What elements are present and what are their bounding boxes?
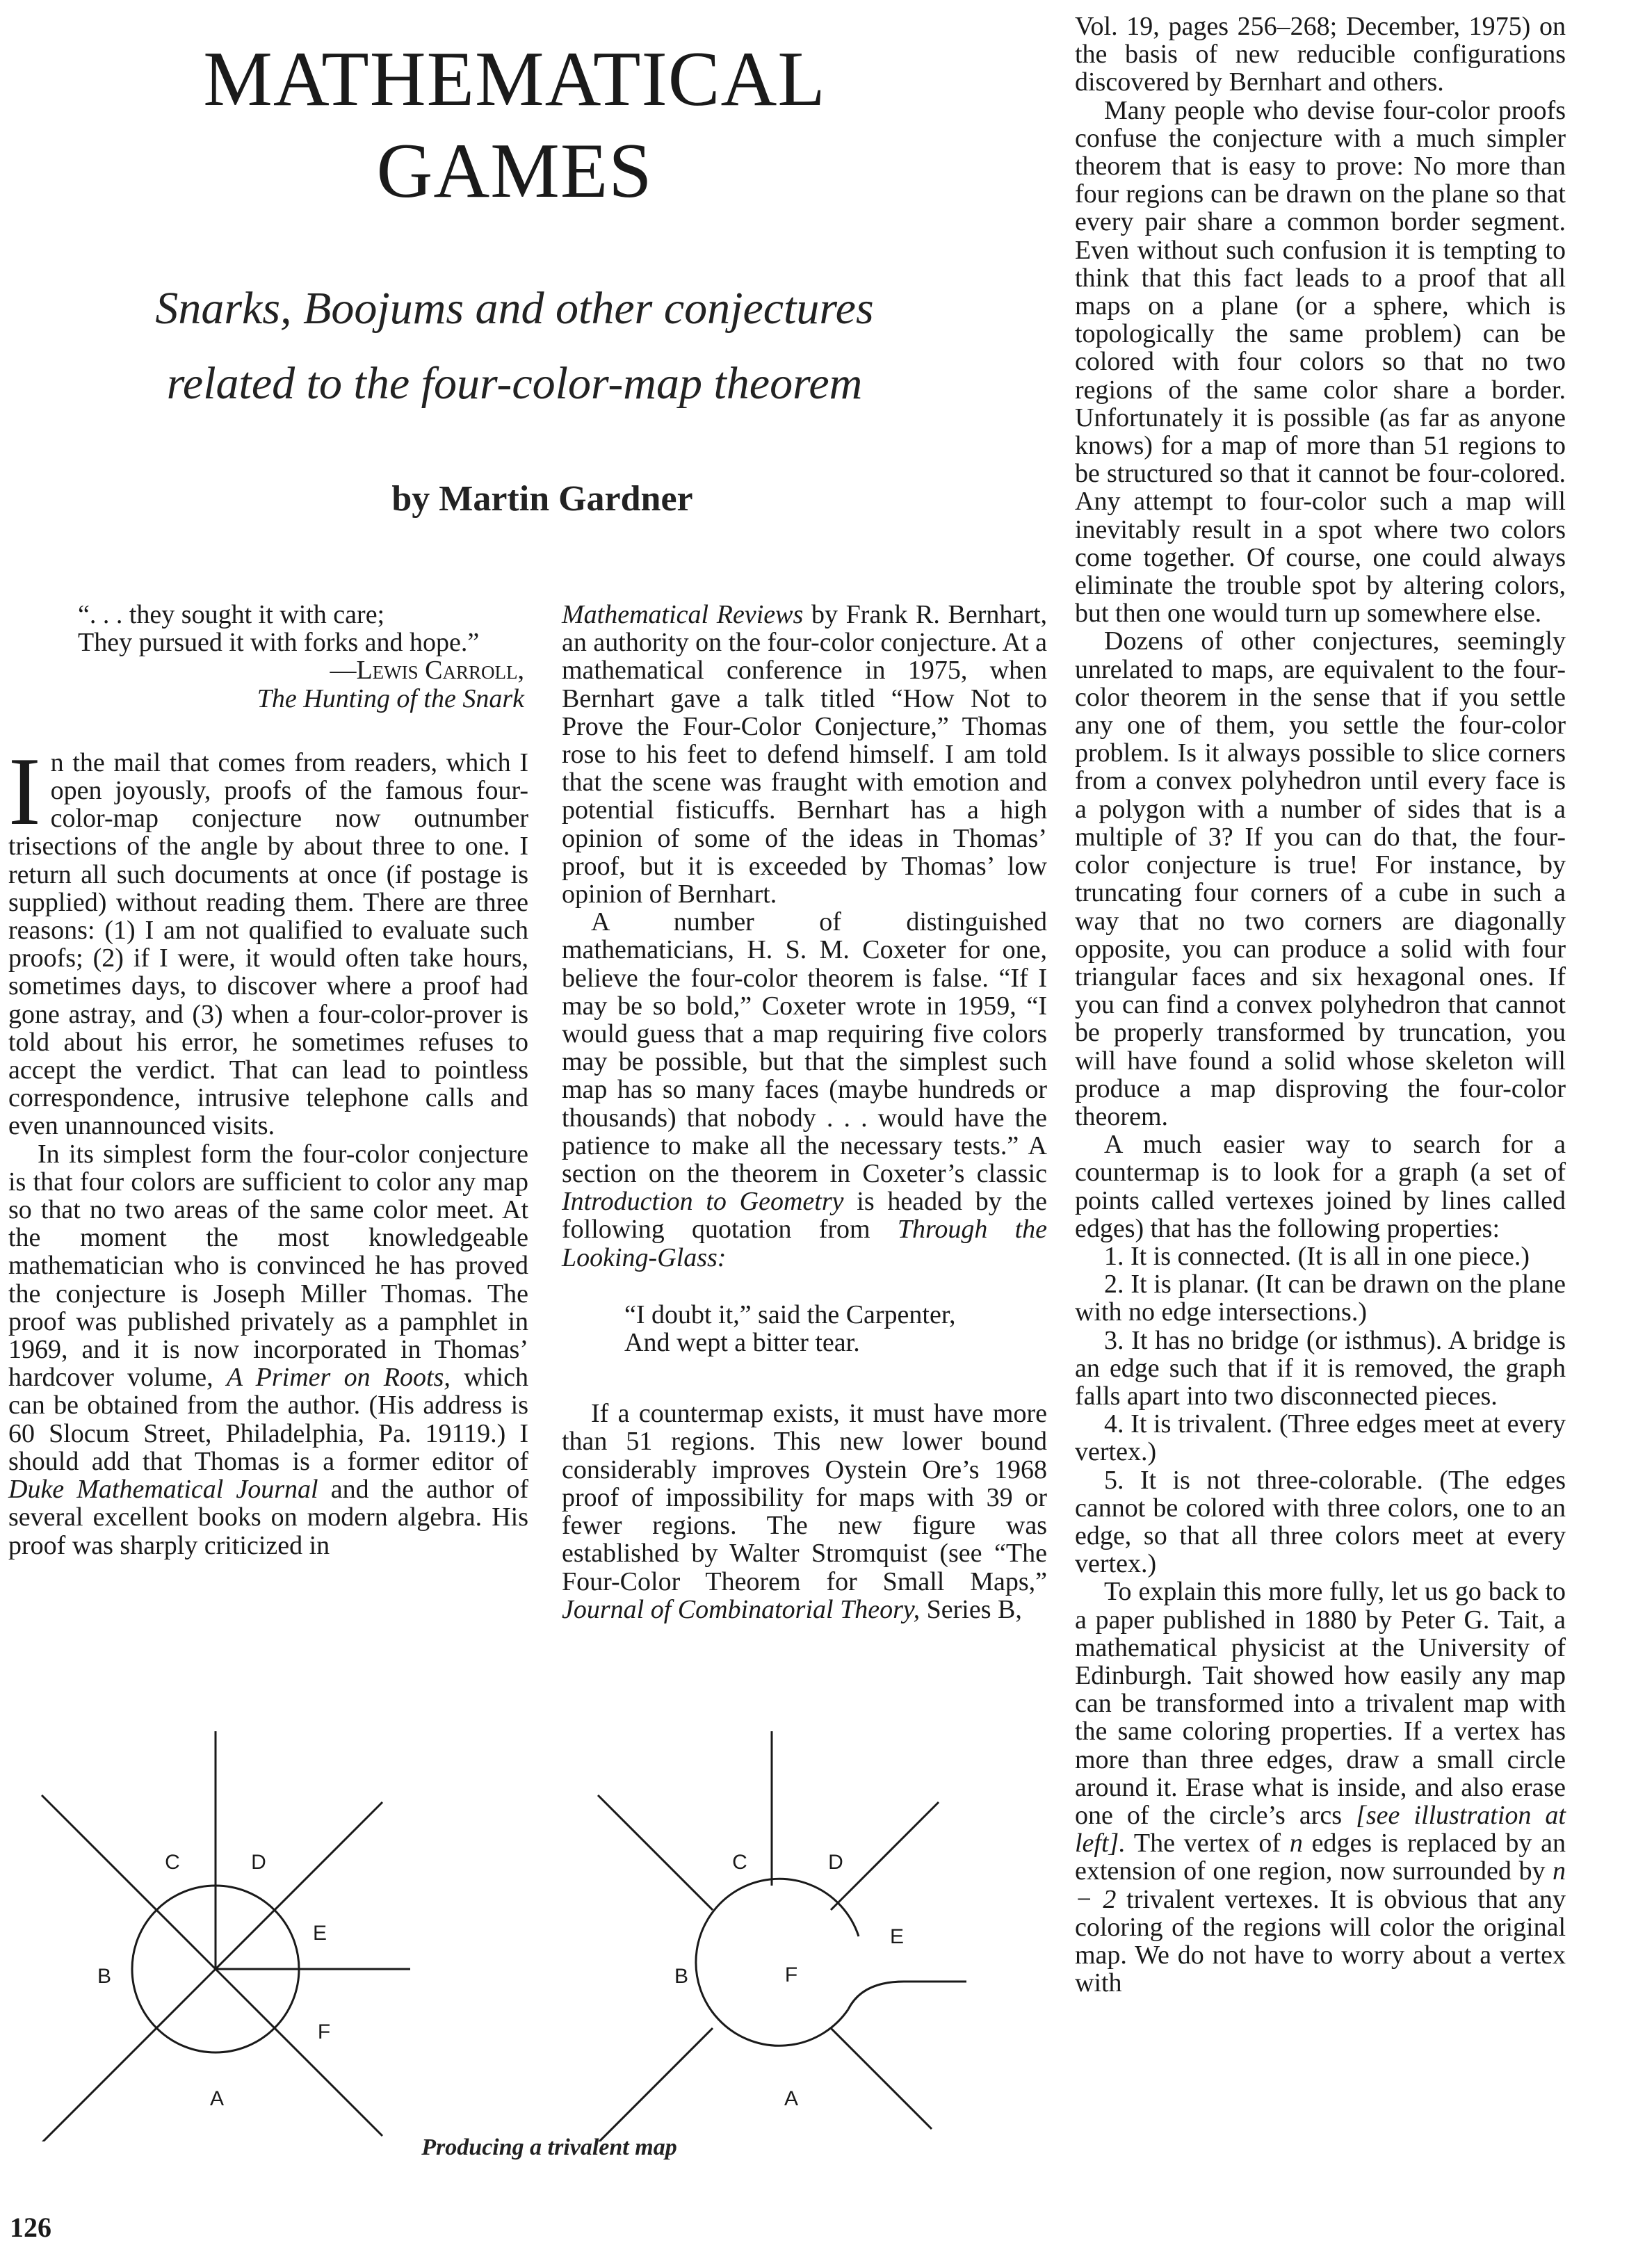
figure-labels bbox=[97, 1851, 904, 2110]
journal-title-duke: Duke Mathematical Journal bbox=[8, 1475, 318, 1505]
journal-title-combinatorial: Journal of Combinatorial Theory, bbox=[562, 1594, 921, 1624]
col2-paragraph-1 bbox=[562, 601, 1047, 908]
attribution-name: Lewis Carroll, bbox=[356, 656, 524, 686]
col3-paragraph-5-text-a: To explain this more fully, let us go back to a paper published in 1880 by Peter G. Tait, a mathematical physicist at the University of Edinburgh. Tait showed how easily any map can be transformed into a trivalent map with the same coloring properties. If a vertex has more than three edges, draw a small circle around it. Erase what is inside, and also erase one of the circle’s arcs bbox=[1075, 1577, 1566, 1830]
list-item-3: 3. It has no bridge (or isthmus). A bridge is an edge such that if it is removed, the graph falls apart into two disconnected pieces. bbox=[1075, 1325, 1566, 1411]
left-label-d: D bbox=[251, 1851, 266, 1874]
col3-paragraph-2: Many people who devise four-color proofs confuse the conjecture with a much simpler theorem that is easy to prove: No more than four regions can be drawn on the plane so that every pair share a common border segment. Even without such confusion it is tempting to think that this fact leads to a proof that all maps on a plane (or a sphere, which is topologically the same problem) can be colored with four colors so that no two regions of the same color share a border. Unfortunately it is possible (as far as anyone knows) for a map of more than 51 regions to be structured so that it cannot be four-colored. Any attempt to four-color such a map will inevitably result in a spot where two colors come together. Of course, one could always eliminate the trouble spot by altering colors, but then one would turn up somewhere else. bbox=[1075, 95, 1566, 629]
book-title-primer: A Primer on Roots, bbox=[226, 1363, 451, 1393]
left-label-c: C bbox=[165, 1851, 180, 1874]
col3-paragraph-5-text-b: The vertex of bbox=[1125, 1829, 1290, 1858]
figure-left-before bbox=[42, 1731, 410, 2141]
subtitle-line-2: related to the four-color-map theorem bbox=[166, 358, 863, 409]
epigraph bbox=[8, 601, 528, 713]
carpenter-quote-line-1: “I doubt it,” said the Carpenter, bbox=[624, 1299, 956, 1329]
title-line-2: GAMES bbox=[376, 128, 653, 214]
figure-caption: Producing a trivalent map bbox=[421, 2135, 677, 2160]
right-edge-up-right bbox=[831, 1802, 939, 1910]
paragraph-2-text-b: which can be obtained from the author. (His address is 60 Slocum Street, Philadelphia, Pa. 19119.) I should add that Thomas is a former editor of bbox=[8, 1363, 528, 1476]
epigraph-line-2: They pursued it with forks and hope.” bbox=[78, 628, 480, 658]
right-vertex-arc bbox=[696, 1879, 859, 2046]
col2-paragraph-3-text-a: If a countermap exists, it must have more than 51 regions. This new lower bound considerably improves Oystein Ore’s 1968 proof of impossibility for maps with 39 or fewer regions. The new figure was established by Walter Stromquist (see “The Four-Color Theorem for Small Maps,” bbox=[562, 1399, 1047, 1596]
paragraph-1 bbox=[8, 737, 528, 1141]
right-label-b: B bbox=[674, 1965, 689, 1988]
list-item-5: 5. It is not three-colorable. (The edges cannot be colored with three colors, one to an edge, so that all three colors meet at every vertex.) bbox=[1075, 1465, 1566, 1579]
right-edge-down-right bbox=[831, 2028, 932, 2129]
right-label-a: A bbox=[784, 2087, 799, 2110]
byline: by Martin Gardner bbox=[391, 479, 693, 519]
left-label-f: F bbox=[317, 2020, 331, 2043]
col3-paragraph-5-text-d: trivalent vertexes. It is obvious that any coloring of the regions will color the original map. We do not have to worry about a vertex with bbox=[1075, 1884, 1566, 1998]
carpenter-quote bbox=[562, 1301, 1047, 1356]
right-edge-down-left bbox=[598, 2028, 713, 2141]
left-label-b: B bbox=[97, 1965, 112, 1988]
right-edge-up-left bbox=[598, 1795, 713, 1910]
col3-paragraph-3: Dozens of other conjectures, seemingly unrelated to maps, are equivalent to the four-color theorem in the sense that if you settle any one of them, you settle the four-color problem. Is it always possible to slice corners from a convex polyhedron until every face is a polygon with a number of sides that is a multiple of 3? If you can do that, the four-color conjecture is true! For instance, by truncating four corners of a cube in such a way that no two corners are diagonally opposite, you can produce a solid with four triangular faces and six hexagonal ones. If you can find a convex polyhedron that cannot be properly transformed by truncation, you will have found a solid whose skeleton will produce a map disproving the four-color theorem. bbox=[1075, 626, 1566, 1131]
col3-paragraph-5 bbox=[1075, 1578, 1566, 1997]
title-line-1: MATHEMATICAL bbox=[203, 36, 826, 122]
journal-title-reviews: Mathematical Reviews bbox=[562, 600, 804, 629]
epigraph-attribution bbox=[8, 656, 528, 684]
right-label-c: C bbox=[732, 1851, 747, 1874]
right-label-e: E bbox=[889, 1925, 905, 1948]
epigraph-line-1: “. . . they sought it with care; bbox=[78, 600, 385, 629]
drop-cap: I bbox=[8, 737, 41, 845]
list-item-2: 2. It is planar. (It can be drawn on the plane with no edge intersections.) bbox=[1075, 1270, 1566, 1327]
right-label-f: F bbox=[784, 1963, 798, 1986]
column-1 bbox=[8, 601, 528, 1560]
right-edge-right bbox=[848, 1982, 966, 2009]
right-label-d: D bbox=[828, 1851, 843, 1874]
source-title-looking-glass: Through the Looking-Glass: bbox=[562, 1215, 1047, 1272]
col2-paragraph-2-text-a: A number of distinguished mathematicians, H. S. M. Coxeter for one, believe the four-color theorem is false. “If I may be so bold,” Coxeter wrote in 1959, “I would guess that a map requiring five colors may be possible, but that the simplest such map has so many faces (maybe hundreds or thousands) that nobody . . . would have the patience to make all the necessary tests.” A section on the theorem in Coxeter’s classic bbox=[562, 907, 1047, 1189]
trivalent-map-figure bbox=[0, 1683, 1043, 2141]
paragraph-2-text-c: and the author of several excellent books on modern algebra. His proof was sharply criticized in bbox=[8, 1475, 528, 1560]
carpenter-quote-line-2: And wept a bitter tear. bbox=[624, 1328, 860, 1358]
epigraph-source: The Hunting of the Snark bbox=[257, 683, 524, 713]
column-2 bbox=[562, 601, 1047, 1623]
list-item-1: 1. It is connected. (It is all in one piece.) bbox=[1104, 1241, 1530, 1271]
left-label-a: A bbox=[209, 2087, 225, 2110]
subtitle-line-1: Snarks, Boojums and other conjectures bbox=[155, 283, 874, 334]
left-edge-down-left bbox=[42, 1969, 216, 2141]
left-edge-up-right bbox=[216, 1802, 382, 1969]
illustration-reference: [see illustration at left]. bbox=[1075, 1801, 1566, 1858]
page-number: 126 bbox=[10, 2212, 51, 2243]
col2-paragraph-2-text-b: is headed by the following quotation from bbox=[562, 1187, 1047, 1245]
paragraph-1-text: n the mail that comes from readers, which I open joyously, proofs of the famous four-color-map conjecture now outnumber trisections of the angle by about three to one. I return all such documents at once (if postage is supplied) without reading them. There are three reasons: (1) I am not qualified to evaluate such proofs; (2) if I were, it would often take hours, sometimes days, to discover where a proof had gone astray, and (3) when a four-color-prover is told about his error, he sometimes refuses to accept the verdict. That can lead to pointless correspondence, intrusive telephone calls and even unannounced visits. bbox=[8, 747, 528, 1141]
figure-right-after bbox=[598, 1731, 966, 2141]
column-3 bbox=[1075, 13, 1566, 1997]
col3-paragraph-4: A much easier way to search for a countermap is to look for a graph (a set of points called vertexes joined by lines called edges) that has the following properties: bbox=[1075, 1130, 1566, 1243]
left-label-e: E bbox=[312, 1922, 327, 1945]
book-title-geometry: Introduction to Geometry bbox=[562, 1187, 844, 1217]
list-item-4: 4. It is trivalent. (Three edges meet at every vertex.) bbox=[1075, 1409, 1566, 1467]
col2-paragraph-2 bbox=[562, 908, 1047, 1272]
paragraph-2 bbox=[8, 1140, 528, 1560]
left-edge-up-left bbox=[42, 1795, 216, 1969]
col3-paragraph-1: Vol. 19, pages 256–268; December, 1975) on the basis of new reducible configurations discovered by Bernhart and others. bbox=[1075, 12, 1566, 97]
left-edge-down-right bbox=[216, 1969, 382, 2136]
col2-paragraph-3-text-b: Series B, bbox=[920, 1594, 1022, 1624]
col2-paragraph-3 bbox=[562, 1400, 1047, 1623]
expression-n-minus-2: n − 2 bbox=[1075, 1856, 1566, 1914]
paragraph-2-text-a: In its simplest form the four-color conjecture is that four colors are sufficient to color any map so that no two areas of the same color meet. At the moment the most knowledgeable mathematician who is convinced he has proved the conjecture is Joseph Miller Thomas. The proof was published privately as a pamphlet in 1969, and it is now incorporated in Thomas’ hardcover volume, bbox=[8, 1139, 528, 1393]
attribution-dash: — bbox=[330, 656, 357, 686]
variable-n: n bbox=[1289, 1829, 1303, 1858]
col3-paragraph-5-text-c: edges is replaced by an extension of one region, now surrounded by bbox=[1075, 1829, 1566, 1886]
col2-paragraph-1-text: by Frank R. Bernhart, an authority on the four-color conjecture. At a mathematical conference in 1975, when Bernhart gave a talk titled “How Not to Prove the Four-Color Conjecture,” Thomas rose to his feet to defend himself. I am told that the scene was fraught with emotion and potential fisticuffs. Bernhart has a high opinion of some of the ideas in Thomas’ proof, but it is exceeded by Thomas’ low opinion of Bernhart. bbox=[562, 600, 1047, 909]
